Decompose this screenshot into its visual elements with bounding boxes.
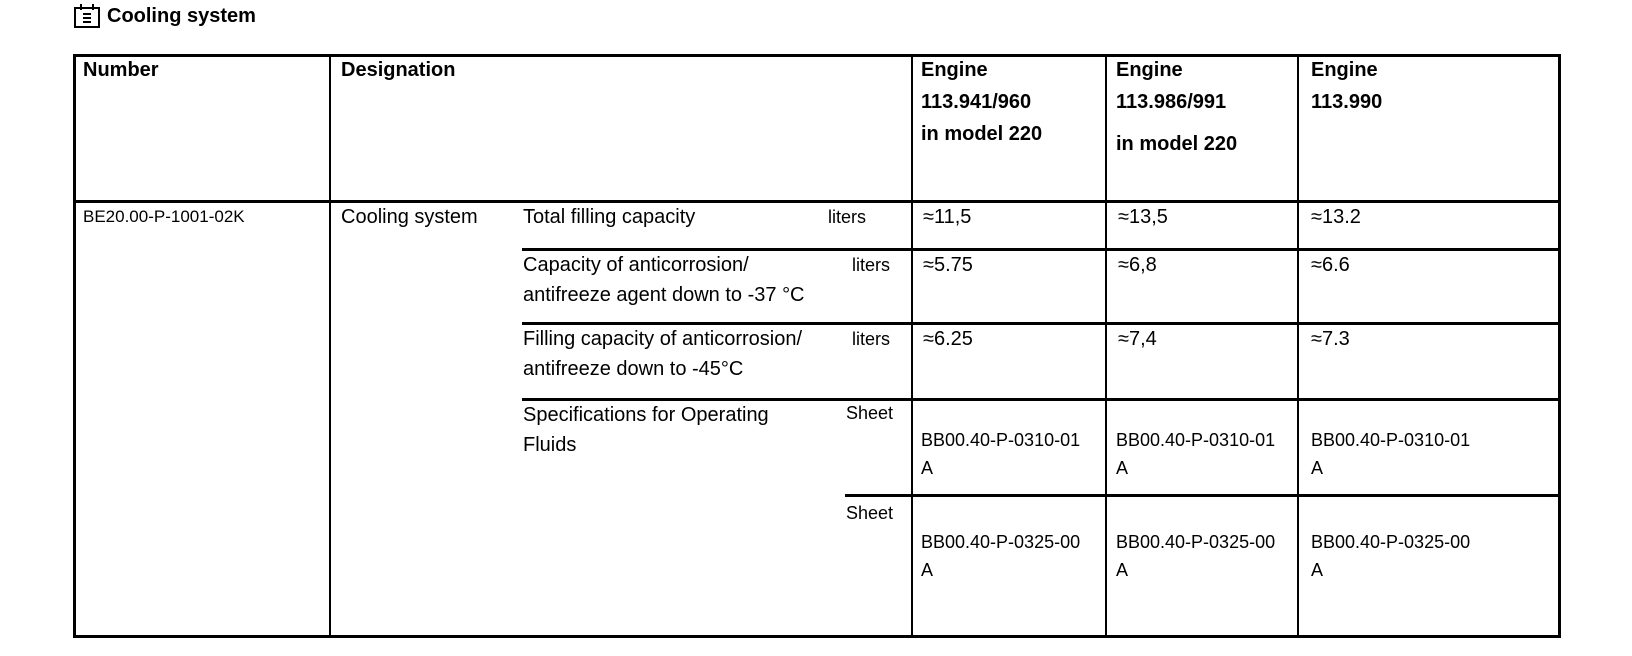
engine-code: 113.941/960 bbox=[921, 91, 1032, 113]
value-cell: ≈6.6 bbox=[1311, 254, 1350, 276]
sheet-ref-cell bbox=[1116, 426, 1275, 482]
value-cell: ≈5.75 bbox=[923, 254, 973, 276]
unit-label: liters bbox=[852, 329, 891, 349]
item-label-line: antifreeze down to -45°C bbox=[523, 358, 744, 380]
engine-model: in model 220 bbox=[921, 123, 1043, 145]
header-number: Number bbox=[83, 59, 159, 81]
item-label bbox=[523, 250, 805, 310]
document-number: BE20.00-P-1001-02K bbox=[83, 207, 245, 226]
sheet-ref-suffix: A bbox=[1311, 458, 1324, 478]
value-cell: ≈13.2 bbox=[1311, 206, 1361, 228]
engine-label: Engine bbox=[921, 59, 988, 81]
sheet-ref-cell bbox=[921, 426, 1080, 482]
header-engine-2 bbox=[1116, 54, 1237, 160]
sheet-ref-suffix: A bbox=[921, 458, 934, 478]
sheet-ref-cell bbox=[1311, 528, 1470, 584]
item-label bbox=[523, 324, 802, 384]
engine-label: Engine bbox=[1116, 59, 1183, 81]
document-list-icon bbox=[73, 3, 101, 29]
engine-code: 113.990 bbox=[1311, 91, 1383, 113]
sheet-ref-suffix: A bbox=[1116, 458, 1129, 478]
item-label-line: antifreeze agent down to -37 °C bbox=[523, 284, 805, 306]
engine-model: in model 220 bbox=[1116, 133, 1238, 155]
sheet-ref-suffix: A bbox=[921, 560, 934, 580]
col-divider bbox=[1297, 54, 1299, 638]
sheet-ref-suffix: A bbox=[1116, 560, 1129, 580]
value-cell: ≈13,5 bbox=[1118, 206, 1168, 228]
sheet-ref-cell bbox=[921, 528, 1080, 584]
header-designation: Designation bbox=[341, 59, 456, 81]
value-cell: ≈7.3 bbox=[1311, 328, 1350, 350]
engine-code: 113.986/991 bbox=[1116, 91, 1227, 113]
spec-table bbox=[73, 54, 1561, 638]
sheet-ref: BB00.40-P-0310-01 bbox=[1116, 430, 1276, 450]
item-label-line: Specifications for Operating bbox=[523, 404, 769, 426]
item-label-line: Fluids bbox=[523, 434, 577, 456]
value-cell: ≈11,5 bbox=[923, 206, 972, 228]
value-cell: ≈7,4 bbox=[1118, 328, 1157, 350]
item-label-line: Filling capacity of anticorrosion/ bbox=[523, 328, 803, 350]
designation: Cooling system bbox=[341, 206, 478, 228]
sheet-ref: BB00.40-P-0325-00 bbox=[1116, 532, 1276, 552]
header-engine-3 bbox=[1311, 54, 1382, 118]
sheet-ref: BB00.40-P-0310-01 bbox=[921, 430, 1081, 450]
sheet-ref: BB00.40-P-0325-00 bbox=[921, 532, 1081, 552]
header-engine-1 bbox=[921, 54, 1042, 150]
sheet-ref-cell bbox=[1311, 426, 1470, 482]
sheet-ref-suffix: A bbox=[1311, 560, 1324, 580]
engine-label: Engine bbox=[1311, 59, 1378, 81]
item-label: Total filling capacity bbox=[523, 206, 696, 228]
unit-label: Sheet bbox=[846, 503, 894, 523]
unit-label: Sheet bbox=[846, 403, 894, 423]
unit-label: liters bbox=[828, 207, 867, 227]
sheet-ref-cell bbox=[1116, 528, 1275, 584]
sheet-ref: BB00.40-P-0310-01 bbox=[1311, 430, 1471, 450]
page-title bbox=[73, 2, 256, 30]
value-cell: ≈6.25 bbox=[923, 328, 973, 350]
col-divider bbox=[911, 54, 913, 638]
sheet-ref: BB00.40-P-0325-00 bbox=[1311, 532, 1471, 552]
item-label-line: Capacity of anticorrosion/ bbox=[523, 254, 749, 276]
unit-label: liters bbox=[852, 255, 891, 275]
col-divider bbox=[1105, 54, 1107, 638]
row-divider bbox=[845, 494, 1561, 497]
value-cell: ≈6,8 bbox=[1118, 254, 1157, 276]
page-title-text: Cooling system bbox=[107, 4, 256, 27]
col-divider bbox=[329, 54, 331, 638]
item-label bbox=[523, 400, 769, 460]
